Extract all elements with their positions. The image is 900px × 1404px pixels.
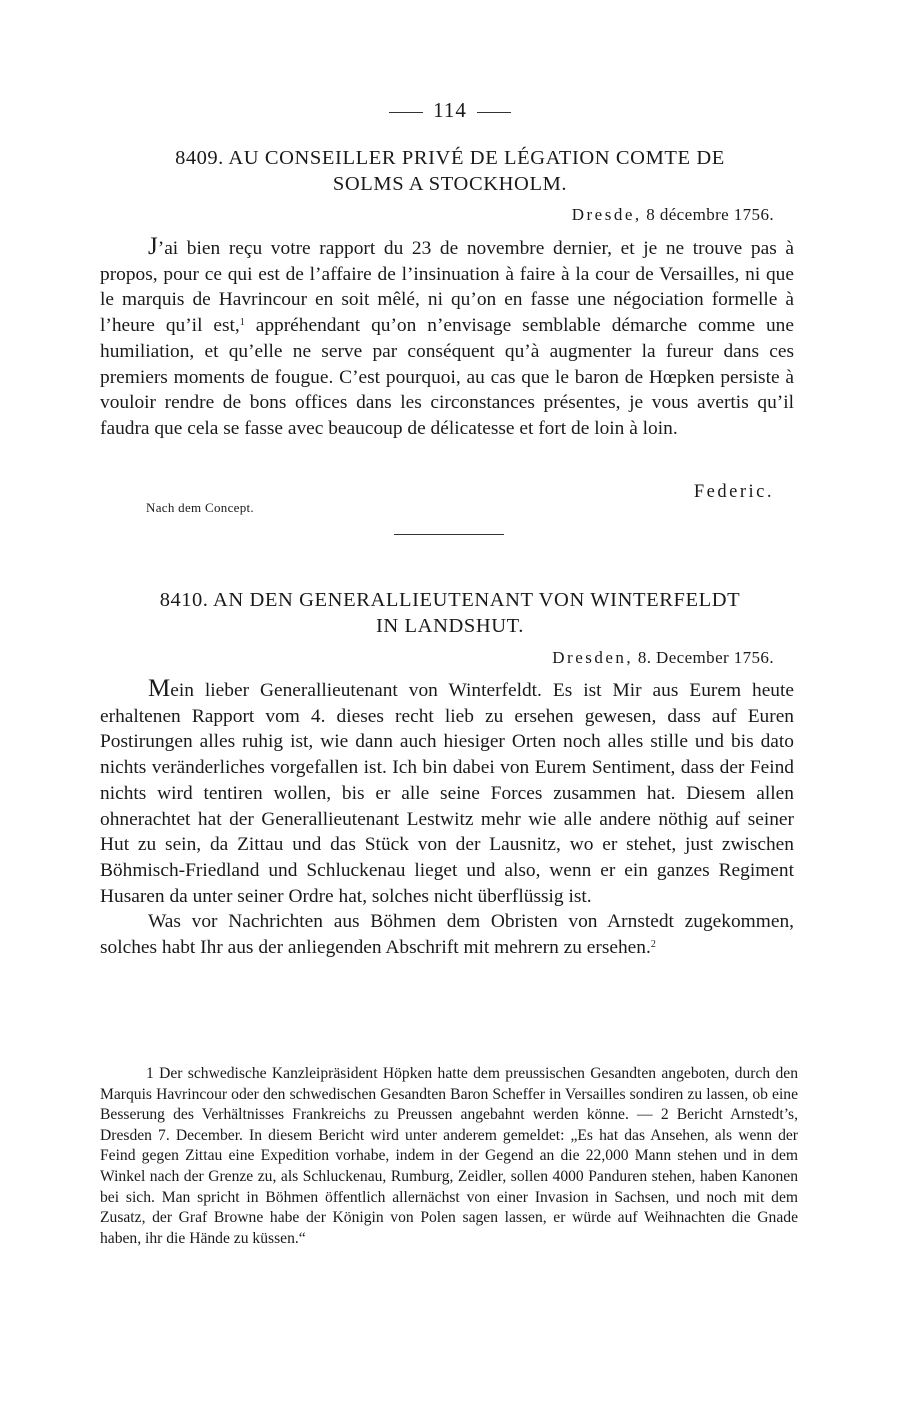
letter-8409-heading-line2: SOLMS A STOCKHOLM.	[332, 173, 568, 195]
letter-8410-heading-text1: AN DEN GENERALLIEUTENANT VON WINTERFELDT	[212, 589, 741, 611]
footnote-marker-1: 1	[146, 1065, 154, 1082]
letter-8410-heading	[100, 587, 800, 639]
letter-8409-body	[100, 233, 794, 442]
footnote-text-1: Der schwedische Kanzleipräsident Höpken hatte dem preussischen Gesandten angeboten, durch den Marquis Havrincour oder den schwedischen Gesandten Baron Scheffer in Versailles sondiren zu lassen, ob eine Besserung des Verhältnisses Frankreichs zu Preussen angebahnt werden könne. —	[100, 1065, 798, 1124]
letter-8410-heading-line1	[100, 587, 800, 613]
footnotes	[100, 1064, 798, 1249]
letter-8410-paragraph-1	[100, 675, 794, 909]
footnote-ref-1: 1	[239, 317, 245, 329]
footnote-marker-2: 2	[660, 1106, 669, 1124]
letter-8410-date-place: Dresden,	[552, 648, 634, 667]
footnote-block	[100, 1064, 798, 1249]
letter-8410-heading-line2: IN LANDSHUT.	[375, 615, 525, 637]
page-number-value: 114	[433, 98, 467, 122]
letter-8409-paragraph	[100, 233, 794, 442]
letter-8410-paragraph-2	[100, 909, 794, 960]
letter-8409-signature: Federic.	[693, 482, 774, 502]
letter-8409-body-text: ’ai bien reçu votre rapport du 23 de novembre dernier, et je ne trouve pas à propos, pour ce qui est de l’affaire de l’insinuation à faire à la cour de Versailles, ni que le marquis de Havrincour en soit mêlé, ni qu’on en fasse une négociation formelle à l’heure qu’il est,	[100, 238, 794, 337]
footnote-ref-2: 2	[650, 939, 656, 951]
letter-8409-date: 8 décembre 1756.	[646, 205, 774, 224]
letter-8410-para2-text: Was vor Nachrichten aus Böhmen dem Obristen von Arnstedt zugekommen, solches habt Ihr aus der anliegenden Abschrift mit mehrern zu ersehen.	[100, 911, 794, 959]
page-number	[0, 98, 900, 123]
letter-8410-dateline	[552, 648, 774, 668]
letter-8409-heading-line1	[100, 145, 800, 171]
letter-8409-number: 8409.	[175, 147, 224, 169]
letter-8409-date-place: Dresde,	[571, 205, 642, 224]
letter-8409-source-note: Nach dem Concept.	[146, 500, 254, 515]
letter-8409-heading	[100, 145, 800, 197]
footnote-text-2: Bericht Arnstedt’s, Dresden 7. December. In diesem Bericht wird unter anderem gemeldet: „Es hat das Ansehen, als wenn der Feind gegen Zittau eine Expedition vorhabe, indem in der Gegend an die 22,000 Mann stehen und in dem Winkel nach der Grenze zu, als Schluckenau, Rumburg, Zeidler, sollen 4000 Panduren stehen, haben Kanonen bei sich. Man spricht in Böhmen öffentlich allernächst von einer Invasion in Sachsen, und noch mit dem Zusatz, der Graf Browne habe der Königin von Polen sagen lassen, er würde auf Weihnachten die Gnade haben, ihr die Hände zu küssen.“	[100, 1106, 798, 1247]
page-number-dash-right	[477, 112, 511, 113]
letter-8410-initial: M	[148, 675, 171, 702]
letter-8409-body-text-cont: appréhendant qu’on n’envisage semblable démarche comme une humiliation, et qu’elle ne serve par conséquent qu’à augmenter la fureur dans ces premiers moments de fougue. C’est pourquoi, au cas que le baron de Hœpken persiste à vouloir rendre de bons offices dans les circonstances présentes, je vous avertis qu’il faudra que cela se fasse avec beaucoup de délicatesse et fort de loin à loin.	[100, 315, 794, 439]
letter-8410-body	[100, 675, 794, 961]
letter-8409-heading-text1: AU CONSEILLER PRIVÉ DE LÉGATION COMTE DE	[228, 147, 725, 169]
letter-8410-para1-text: ein lieber Generallieutenant von Winterfeldt. Es ist Mir aus Eurem heute erhaltenen Rapport vom 4. dieses recht lieb zu ersehen gewesen, dass auf Euren Postirungen alles ruhig ist, wie dann auch hiesiger Orten noch alles stille und bis dato nichts veränderliches vorgefallen ist. Ich bin dabei von Eurem Sentiment, dass der Feind nichts wird tentiren wollen, bis er alle seine Forces zusammen hat. Diesem allen ohnerachtet hat der Generallieutenant Lestwitz mehr wie alle andere nöthig auf seiner Hut zu sein, da Zittau und das Stück von der Lausnitz, wo er stehet, just zwischen Böhmisch-Friedland und Schluckenau lieget und also, wenn er ein ganzes Regiment Husaren da unter seiner Ordre hat, solches nicht überflüssig ist.	[100, 680, 794, 907]
section-separator	[394, 534, 504, 535]
letter-8409-initial: J	[148, 233, 158, 260]
letter-8410-number: 8410.	[159, 589, 209, 611]
letter-8409-dateline	[572, 205, 774, 225]
page-number-dash-left	[389, 112, 423, 113]
letter-8410-date: 8. December 1756.	[637, 648, 774, 667]
